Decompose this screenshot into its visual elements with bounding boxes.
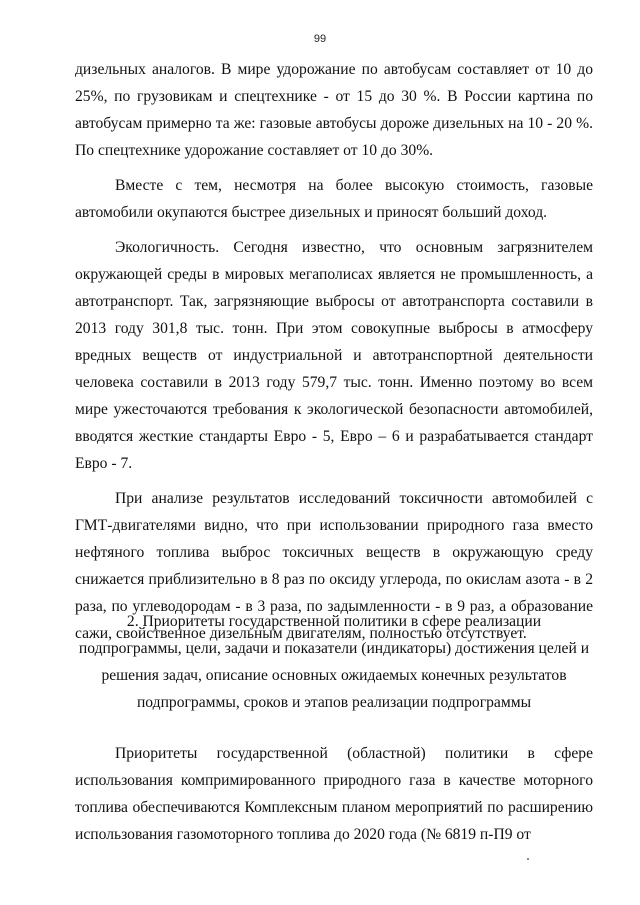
body-text-bottom	[75, 740, 593, 848]
paragraph-cost: Вместе с тем, несмотря на более высокую стоимость, газовые автомобили окупаются быстрее дизельных и приносят больший доход.	[75, 177, 593, 221]
paragraph-toxicity: При анализе результатов исследований токсичности автомобилей с ГМТ-двигателями видно, что при использовании природного газа вместо нефтяного топлива выброс токсичных веществ в окружающую среду снижается приблизительно в 8 раз по оксиду углерода, по окислам азота - в 2 раза, по углеводородам - в 3 раза, по задымленности - в 9 раз, а образование сажи, свойственное дизельным двигателям, полностью отсутствует.	[75, 490, 593, 642]
section-heading-line: подпрограммы, сроков и этапов реализации подпрограммы	[136, 694, 532, 711]
scan-speck	[527, 858, 529, 860]
paragraph-ecology: Экологичность. Сегодня известно, что основным загрязнителем окружающей среды в мировых мегаполисах является не промышленность, а автотранспорт. Так, загрязняющие выбросы от автотранспорта составили в 2013 году 301,8 тыс. тонн. При этом совокупные выбросы в атмосферу вредных веществ от индустриальной и автотранспортной деятельности человека составили в 2013 году 579,7 тыс. тонн. Именно поэтому во всем мире ужесточаются требования к экологической безопасности автомобилей, вводятся жесткие стандарты Евро - 5, Евро – 6 и разрабатывается стандарт Евро - 7.	[75, 239, 593, 472]
section-heading-line: подпрограммы, цели, задачи и показатели (индикаторы) достижения целей и	[78, 640, 590, 657]
section-heading-line: решения задач, описание основных ожидаемых конечных результатов	[101, 667, 567, 684]
section-heading-line: 2. Приоритеты государственной политики в сфере реализации	[126, 613, 542, 630]
paragraph-continuation: дизельных аналогов. В мире удорожание по автобусам составляет от 10 до 25%, по грузовикам и спецтехнике - от 15 до 30 %. В России картина по автобусам примерно та же: газовые автобусы дороже дизельных на 10 - 20 %. По спецтехнике удорожание составляет от 10 до 30%.	[75, 61, 593, 159]
body-text-top	[75, 56, 593, 647]
page-number: 99	[313, 33, 327, 45]
paragraph-priorities: Приоритеты государственной (областной) политики в сфере использования компримированного природного газа в качестве моторного топлива обеспечиваются Комплексным планом мероприятий по расширению использования газомоторного топлива до 2020 года (№ 6819 п-П9 от	[75, 745, 593, 843]
